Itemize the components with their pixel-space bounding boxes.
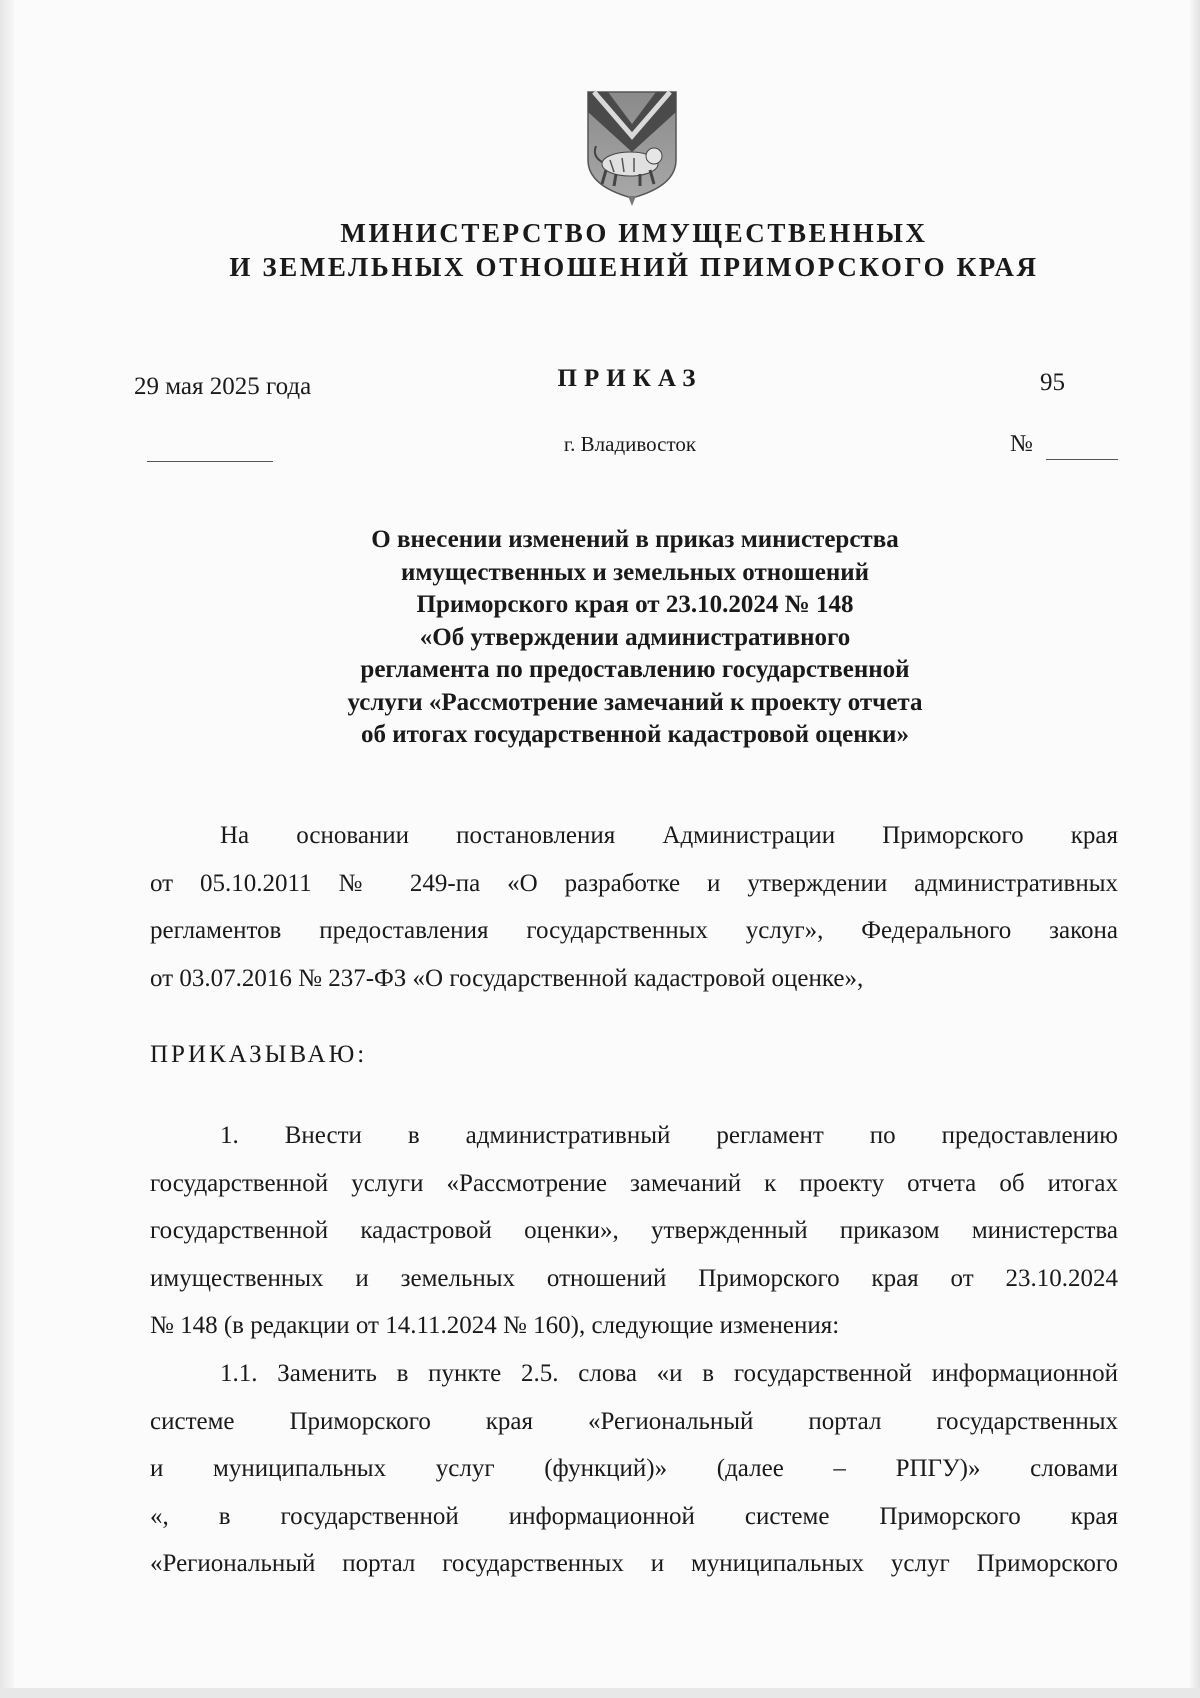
title-line: услуги «Рассмотрение замечаний к проекту отчета xyxy=(347,688,923,716)
title-line: об итогах государственной кадастровой оценки» xyxy=(361,721,909,748)
text-line: и муниципальных услуг (функций)» (далее – РПГУ)» словами xyxy=(150,1455,1118,1482)
text-line: системе Приморского края «Региональный портал государственных xyxy=(150,1407,1118,1435)
ministry-line-2: И ЗЕМЕЛЬНЫХ ОТНОШЕНИЙ ПРИМОРСКОГО КРАЯ xyxy=(229,252,1039,282)
title-line: Приморского края от 23.10.2024 № 148 xyxy=(416,591,854,618)
title-line: имущественных и земельных отношений xyxy=(400,558,870,586)
ministry-line-1: МИНИСТЕРСТВО ИМУЩЕСТВЕННЫХ xyxy=(340,218,928,248)
title-line: «Об утверждении административного xyxy=(419,623,851,651)
text-line: государственной кадастровой оценки», утвержденный приказом министерства xyxy=(150,1217,1118,1244)
text-line: 1.1. Заменить в пункте 2.5. слова «и в государственной информационной xyxy=(220,1360,1118,1387)
text-line: государственной услуги «Рассмотрение замечаний к проекту отчета об итогах xyxy=(150,1169,1118,1197)
preamble-paragraph xyxy=(150,812,1118,1002)
title-line: О внесении изменений в приказ министерства xyxy=(371,526,899,553)
ministry-name xyxy=(130,216,1138,284)
text-line: «, в государственной информационной системе Приморского края xyxy=(150,1502,1118,1530)
date-underline xyxy=(147,461,273,462)
order-directive: ПРИКАЗЫВАЮ: xyxy=(150,1041,368,1068)
order-number: 95 xyxy=(1040,369,1065,396)
text-line: № 148 (в редакции от 14.11.2024 № 160), следующие изменения: xyxy=(150,1312,840,1339)
text-line: от 03.07.2016 № 237-ФЗ «О государственной кадастровой оценке», xyxy=(150,964,864,992)
text-line: от 05.10.2011 № 249-па «О разработке и утверждении административных xyxy=(150,869,1118,897)
number-sign: № xyxy=(1010,431,1033,457)
order-date: 29 мая 2025 года xyxy=(134,373,312,400)
page-right-edge xyxy=(1190,0,1200,1698)
text-line: «Региональный портал государственных и муниципальных услуг Приморского xyxy=(150,1550,1118,1577)
text-line: На основании постановления Администрации Приморского края xyxy=(220,822,1118,849)
order-title: ПРИКАЗ xyxy=(557,365,703,392)
order-city: г. Владивосток xyxy=(563,432,697,456)
text-line: 1. Внести в административный регламент по предоставлению xyxy=(220,1122,1118,1149)
document-title xyxy=(270,524,1000,752)
page-bottom-edge xyxy=(0,1688,1200,1698)
text-line: регламентов предоставления государственных услуг», Федерального закона xyxy=(150,917,1118,944)
page-left-edge xyxy=(0,0,14,1698)
coat-of-arms-icon xyxy=(584,90,680,208)
text-line: имущественных и земельных отношений Приморского края от 23.10.2024 xyxy=(150,1264,1118,1292)
item-1-paragraph xyxy=(150,1112,1118,1350)
number-underline xyxy=(1046,459,1118,460)
item-1-1-paragraph xyxy=(150,1350,1118,1588)
title-line: регламента по предоставлению государственной xyxy=(360,656,910,683)
